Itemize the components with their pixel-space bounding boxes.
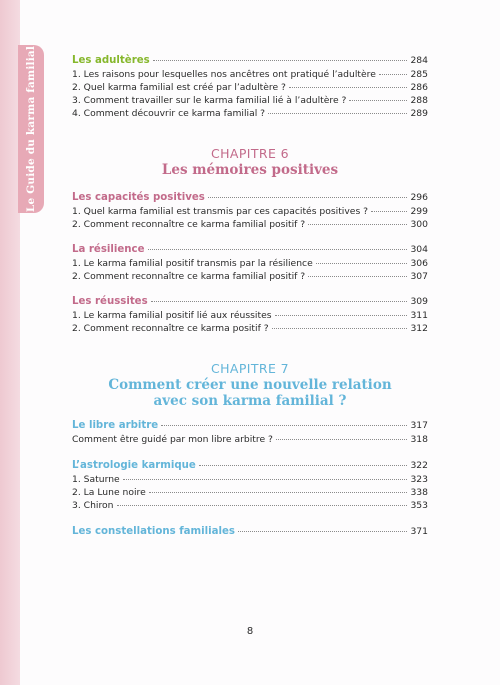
toc-entry[interactable]: 3. Comment travailler sur le karma familial lié à l’adultère ? 288 <box>72 95 428 106</box>
chapter-title-line-1: Comment créer une nouvelle relation <box>108 377 392 393</box>
toc-entry[interactable]: 2. Comment reconnaître ce karma familial positif ? 300 <box>72 219 428 230</box>
side-tab-label: Le Guide du karma familial <box>25 45 37 213</box>
toc-section-heading[interactable]: Les adultères 284 <box>72 55 428 66</box>
toc-section-heading[interactable]: Les réussites 309 <box>72 296 428 307</box>
toc-entry[interactable]: 3. Chiron 353 <box>72 500 428 511</box>
side-tab-label-wrap <box>18 45 44 213</box>
chapter-title-line-2: avec son karma familial ? <box>153 393 347 409</box>
toc-entry[interactable]: 2. Quel karma familial est créé par l’adultère ? 286 <box>72 82 428 93</box>
toc-entry[interactable]: 1. Les raisons pour lesquelles nos ancêtres ont pratiqué l’adultère 285 <box>72 69 428 80</box>
page-number: 8 <box>246 626 254 637</box>
toc-section-heading[interactable]: Les constellations familiales 371 <box>72 526 428 537</box>
toc-entry[interactable]: 2. La Lune noire 338 <box>72 487 428 498</box>
chapter-title: Les mémoires positives <box>161 162 339 178</box>
toc-entry[interactable]: 1. Le karma familial positif lié aux réussites 311 <box>72 310 428 321</box>
toc-entry[interactable]: 4. Comment découvrir ce karma familial ? 289 <box>72 108 428 119</box>
toc-section-heading[interactable]: Les capacités positives 296 <box>72 192 428 203</box>
toc-section-heading[interactable]: La résilience 304 <box>72 244 428 255</box>
toc-entry[interactable]: 1. Le karma familial positif transmis par la résilience 306 <box>72 258 428 269</box>
chapter-label: CHAPITRE 6 <box>210 146 290 161</box>
toc-section-heading[interactable]: Le libre arbitre 317 <box>72 420 428 431</box>
chapter-label: CHAPITRE 7 <box>210 361 290 376</box>
toc-entry[interactable]: 1. Quel karma familial est transmis par ces capacités positives ? 299 <box>72 206 428 217</box>
toc-entry[interactable]: 2. Comment reconnaître ce karma positif ? 312 <box>72 323 428 334</box>
toc-section-heading[interactable]: L’astrologie karmique 322 <box>72 460 428 471</box>
toc-entry[interactable]: Comment être guidé par mon libre arbitre ? 318 <box>72 434 428 445</box>
side-band <box>0 0 20 685</box>
toc-entry[interactable]: 2. Comment reconnaître ce karma familial positif ? 307 <box>72 271 428 282</box>
toc-entry[interactable]: 1. Saturne 323 <box>72 474 428 485</box>
